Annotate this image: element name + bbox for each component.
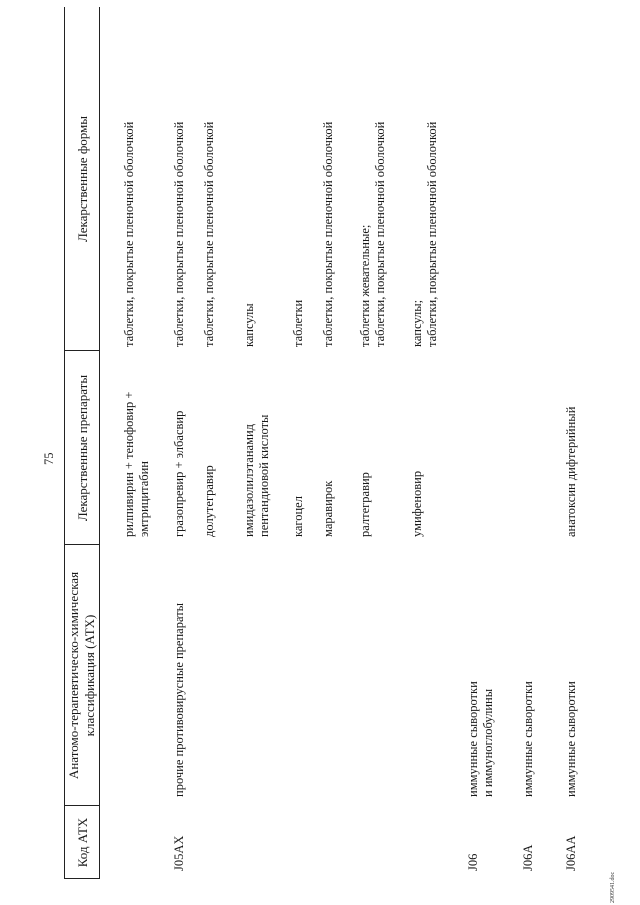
row-1-forms: таблетки, покрытые пленочной оболочкой xyxy=(172,121,186,347)
row-3-drug-line-0: имидазолилэтанамид xyxy=(242,423,256,537)
row-10-atc: иммунные сыворотки xyxy=(564,681,578,797)
row-8-code: J06 xyxy=(466,853,480,871)
row-10-drug: анатоксин дифтерийный xyxy=(564,406,578,537)
table-top-border xyxy=(64,7,65,879)
row-4-drug: кагоцел xyxy=(291,496,305,537)
row-10-code: J06AA xyxy=(564,835,578,871)
row-3-forms: капсулы xyxy=(242,303,256,347)
row-5-forms: таблетки, покрытые пленочной оболочкой xyxy=(321,121,335,347)
row-9-atc: иммунные сыворотки xyxy=(521,681,535,797)
footer-doc-code: 2909541.doc xyxy=(610,871,616,903)
row-3-drug-line-1: пентандиовой кислоты xyxy=(257,414,271,537)
row-0-drug-line-0: рилпивирин + тенофовир + xyxy=(122,391,136,537)
header-forms: Лекарственные формы xyxy=(75,115,90,243)
page-number: 75 xyxy=(42,452,56,465)
row-0-forms: таблетки, покрытые пленочной оболочкой xyxy=(122,121,136,347)
row-5-drug: маравирок xyxy=(321,480,335,537)
row-1-code: J05AX xyxy=(172,835,186,871)
header-atc-line-2: классификация (АТХ) xyxy=(82,614,97,737)
row-9-code: J06A xyxy=(521,844,535,871)
row-2-forms: таблетки, покрытые пленочной оболочкой xyxy=(202,121,216,347)
table-header-border xyxy=(99,7,100,879)
row-1-atc: прочие противовирусные препараты xyxy=(172,602,186,797)
row-6-drug: ралтегравир xyxy=(358,472,372,537)
row-2-drug: долутегравир xyxy=(202,465,216,537)
row-6-forms-line-0: таблетки жевательные; xyxy=(358,224,372,347)
header-atc-line-1: Анатомо-терапевтическо-химическая xyxy=(66,571,81,780)
row-8-atc-line-0: иммунные сыворотки xyxy=(466,681,480,797)
row-0-drug-line-1: эмтрицитабин xyxy=(137,460,151,537)
row-6-forms-line-1: таблетки, покрытые пленочной оболочкой xyxy=(373,121,387,347)
row-1-drug: гразопревир + элбасвир xyxy=(172,410,186,537)
row-8-atc-line-1: и иммуноглобулины xyxy=(481,688,495,797)
row-7-forms-line-1: таблетки, покрытые пленочной оболочкой xyxy=(425,121,439,347)
row-7-drug: умифеновир xyxy=(410,470,424,537)
row-4-forms: таблетки xyxy=(291,299,305,347)
header-drug: Лекарственные препараты xyxy=(75,374,90,522)
header-code: Код АТХ xyxy=(75,817,90,868)
row-7-forms-line-0: капсулы; xyxy=(410,299,424,347)
